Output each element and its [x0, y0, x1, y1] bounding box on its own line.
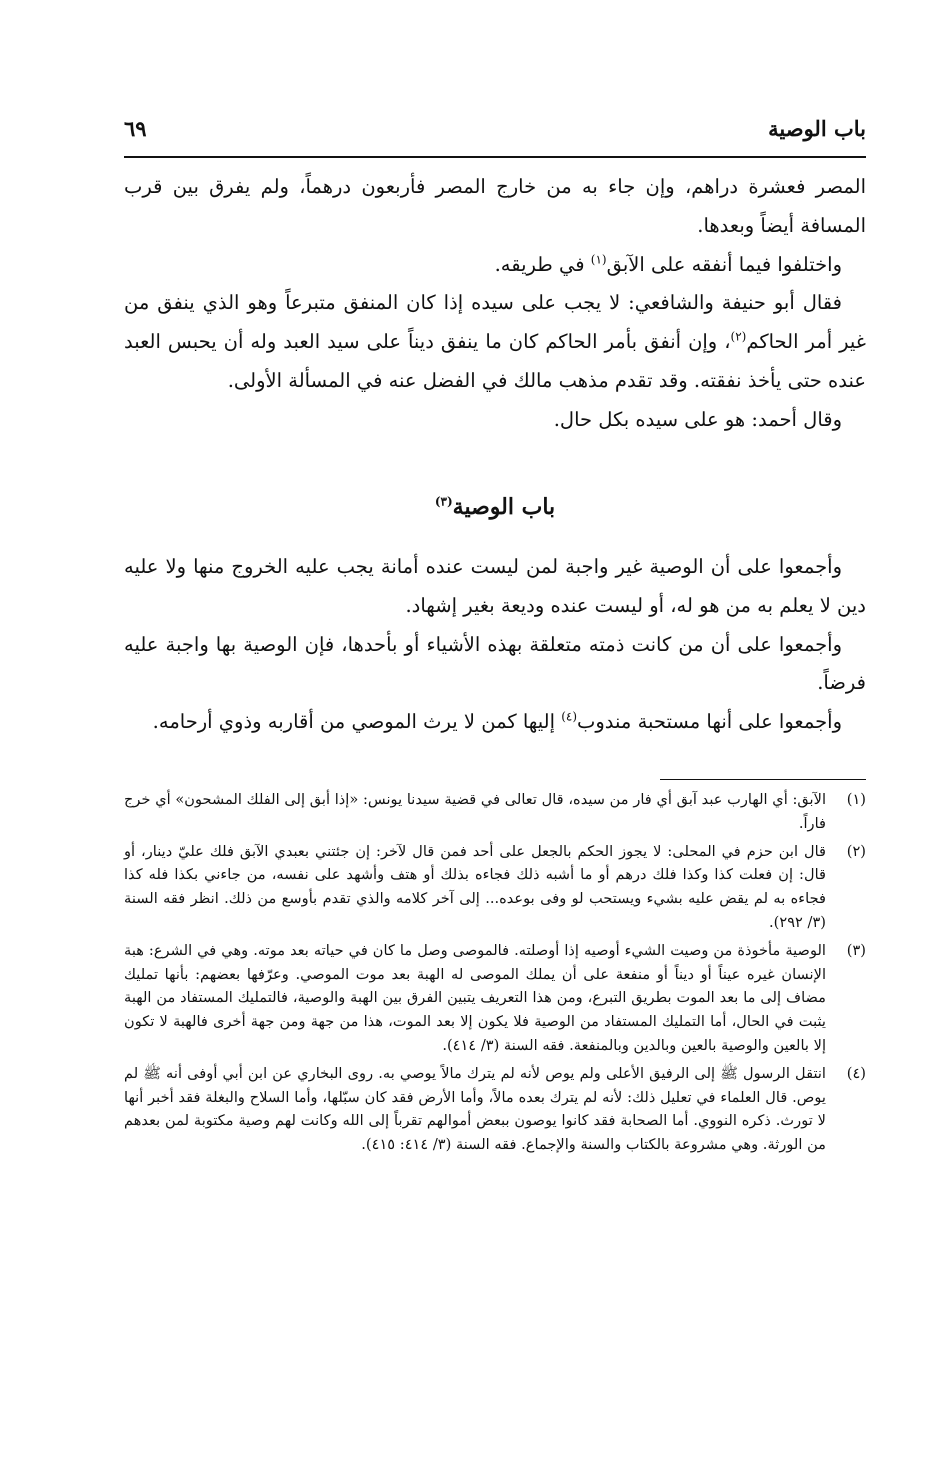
paragraph-text: واختلفوا فيما أنفقه على الآبق [606, 252, 842, 276]
chapter-title: باب الوصية [768, 116, 866, 141]
paragraph [124, 703, 866, 742]
paragraph-text: فقال أبو حنيفة والشافعي: لا يجب على سيده إذا كان المنفق متبرعاً وهو الذي ينفق من غير أمر الحاكم [124, 291, 866, 354]
footnote-text: انتقل الرسول ﷺ إلى الرفيق الأعلى ولم يوص لأنه لم يترك مالاً يوصي به. روى البخاري عن ابن أبي أوفى أنه ﷺ لم يوص. قال العلماء في تعليل ذلك: لأنه لم يترك بعده مالاً، وأما الأرض فقد كان سبّلها، وأما السلاح والبغلة فقد أخبر أنها لا تورث. ذكره النووي. أما الصحابة فقد كانوا يوصون ببعض أموالهم تقرباً إلى الله وكانت لهم وصية مكتوبة لمن بعدهم من الورثة. وهي مشروعة بالكتاب والسنة والإجماع. فقه السنة (٣/ ٤١٤: ٤١٥). [124, 1064, 826, 1154]
footnote-number: (٤) [846, 1064, 866, 1082]
main-text-upper [124, 168, 866, 440]
footnote [124, 840, 866, 935]
footnote-text: قال ابن حزم في المحلى: لا يجوز الحكم بالجعل على أحد فمن قال لآخر: إن جئتني بعبدي الآبق فلك عليّ دينار، أو قال: إن فعلت كذا وكذا فلك درهم أو ما أشبه ذلك فجاءه بذلك أو هتف وأشهد على نفسه، من جاءني بكذا فله كذا فجاءه به لم يقض عليه بشيء ويستحب لو وفى بوعده... إلى آخر كلامه والذي تقدم بأوسع من ذلك. انظر فقه السنة (٣/ ٢٩٢). [124, 842, 826, 931]
page-number: ٦٩ [124, 116, 147, 141]
running-header [124, 116, 866, 148]
paragraph-text: ، وإن أنفق بأمر الحاكم كان ما ينفق ديناً على سيد العبد وله أن يحبس العبد عنده حتى يأخذ نفقته. وقد تقدم مذهب مالك في الفضل عنه في المسألة الأولى. [124, 330, 866, 392]
footnote-ref: (١) [590, 252, 607, 267]
footnote [124, 1062, 866, 1157]
main-text-lower [124, 548, 866, 742]
footnotes [124, 788, 866, 1157]
footnote-number: (٣) [846, 941, 866, 959]
paragraph: المصر فعشرة دراهم، وإن جاء به من خارج المصر فأربعون درهماً، ولم يفرق بين قرب المسافة أيضاً وبعدها. [124, 175, 866, 237]
paragraph-text: إليها كمن لا يرث الموصي من أقاربه وذوي أرحامه. [152, 710, 555, 734]
footnote [124, 788, 866, 836]
footnote-number: (١) [846, 791, 866, 808]
paragraph: وأجمعوا على أن الوصية غير واجبة لمن ليست عنده أمانة يجب عليه الخروج منها ولا عليه دين لا يعلم به من هو له، أو ليست عنده وديعة بغير إشهاد. [124, 555, 866, 617]
paragraph: وقال أحمد: هو على سيده بكل حال. [553, 407, 842, 431]
footnote [124, 939, 866, 1058]
header-divider [124, 156, 866, 158]
paragraph [124, 284, 866, 400]
footnote-ref: (٢) [730, 329, 747, 344]
footnote-ref: (٤) [561, 709, 578, 724]
footnote-text: الوصية مأخوذة من وصيت الشيء أوصيه إذا أوصلته. فالموصى وصل ما كان في حياته بعد موته. وهي في الشرع: هبة الإنسان غيره عيناً أو ديناً أو منفعة على أن يملك الموصى له الهبة بعد موت الموصي. وعرّفها بعضهم: بأنها تمليك مضاف إلى ما بعد الموت بطريق التبرع، ومن هذا التعريف يتبين الفرق بين الهبة والوصية، فالتمليك المستفاد من الهبة يثبت في الحال، أما التمليك المستفاد من الوصية فلا يكون إلا بعد الموت، هذا من جهة ومن جهة أخرى فالهبة لا تكون إلا بالعين والوصية بالعين وبالدين وبالمنفعة. فقه السنة (٣/ ٤١٤). [124, 941, 826, 1054]
paragraph [124, 246, 866, 285]
footnote-divider [660, 779, 866, 780]
footnote-ref: (٣) [434, 494, 453, 509]
footnote-text: الآبق: أي الهارب عبد آبق أي فار من سيده، قال تعالى في قضية سيدنا يونس: «إذا أبق إلى الفلك المشحون» أي خرج فاراً. [124, 791, 826, 832]
section-heading-text: باب الوصية [452, 494, 556, 520]
paragraph-text: وأجمعوا على أنها مستحبة مندوب [577, 710, 842, 734]
paragraph-text: في طريقه. [494, 252, 585, 276]
paragraph: وأجمعوا على أن من كانت ذمته متعلقة بهذه الأشياء أو بأحدها، فإن الوصية بها واجبة عليه فرضاً. [124, 632, 866, 695]
footnote-number: (٢) [846, 842, 866, 860]
section-heading [124, 494, 866, 520]
